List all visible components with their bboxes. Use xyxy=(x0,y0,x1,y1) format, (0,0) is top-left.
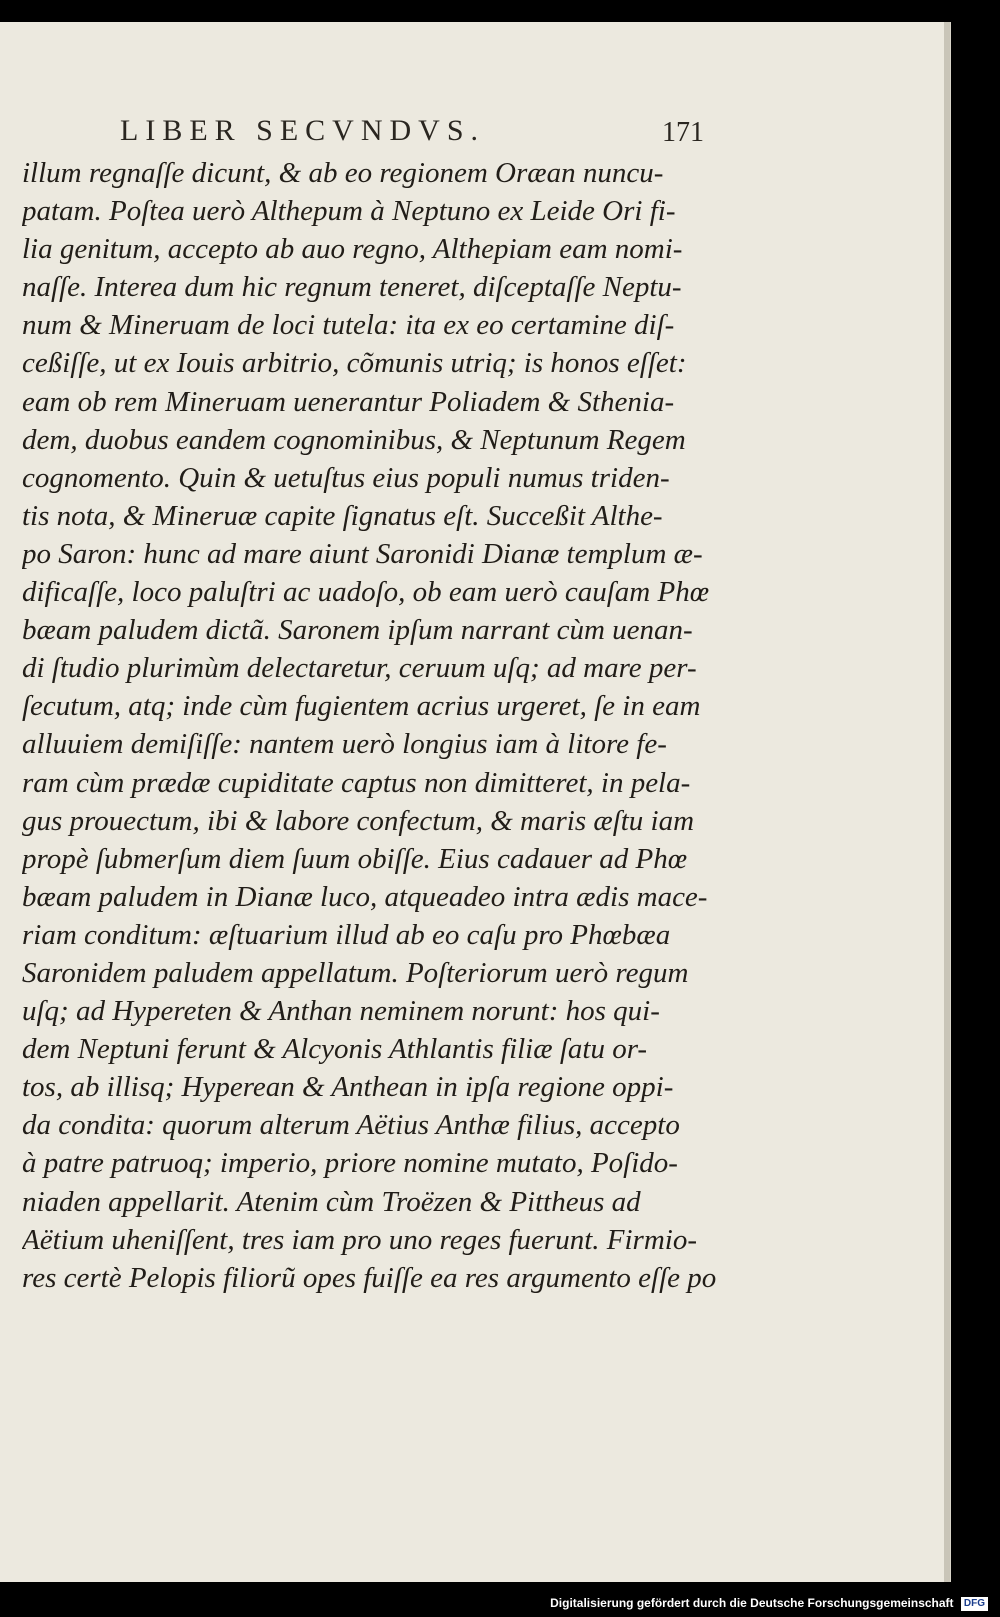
text-line: Saronidem paludem appellatum. Poſteriorum uerò regum xyxy=(22,956,689,989)
text-block xyxy=(22,154,722,1297)
text-line: ceßiſſe, ut ex Iouis arbitrio, cõmunis utriq; is honos eſſet: xyxy=(22,347,687,380)
text-line: illum regnaſſe dicunt, & ab eo regionem Oræan nuncu- xyxy=(22,157,664,189)
book-page xyxy=(0,22,951,1582)
text-line: dem Neptuni ferunt & Alcyonis Athlantis filiæ ſatu or- xyxy=(22,1033,648,1066)
text-line: à patre patruoq; imperio, priore nomine mutato, Poſido- xyxy=(22,1147,678,1180)
text-line: num & Mineruam de loci tutela: ita ex eo certamine diſ- xyxy=(22,309,675,342)
text-line: lia genitum, accepto ab auo regno, Althepiam eam nomi- xyxy=(22,233,683,266)
text-line: dem, duobus eandem cognominibus, & Neptunum Regem xyxy=(22,423,686,456)
text-line: po Saron: hunc ad mare aiunt Saronidi Dianæ templum æ- xyxy=(22,537,703,570)
text-line: di ſtudio plurimùm delectaretur, ceruum uſq; ad mare per- xyxy=(22,652,697,685)
digitization-credit xyxy=(550,1593,988,1613)
text-line: gus prouectum, ibi & labore confectum, & maris æſtu iam xyxy=(22,804,695,837)
page-edge-shadow xyxy=(944,22,950,1582)
text-line: alluuiem demiſiſſe: nantem uerò longius iam à litore fe- xyxy=(22,728,667,761)
text-line: uſq; ad Hypereten & Anthan neminem norunt: hos qui- xyxy=(22,995,660,1028)
text-line: dificaſſe, loco paluſtri ac uadoſo, ob eam uerò cauſam Phœ xyxy=(22,576,710,609)
text-line: riam conditum: æſtuarium illud ab eo caſu pro Phœbæa xyxy=(22,918,671,951)
text-line: niaden appellarit. Atenim cùm Troëzen & Pittheus ad xyxy=(22,1185,641,1218)
text-line: eam ob rem Mineruam uenerantur Poliadem & Stheniа- xyxy=(22,385,675,418)
text-line: da condita: quorum alterum Aëtius Anthæ filius, accepto xyxy=(22,1109,680,1142)
text-line: bæam paludem in Dianæ luco, atqueadeo intra ædis mace- xyxy=(22,880,708,913)
text-line: naſſe. Interea dum hic regnum teneret, diſceptaſſe Neptu- xyxy=(22,271,682,304)
dfg-logo: DFG xyxy=(961,1597,988,1611)
text-line: res certè Pelopis filiorũ opes fuiſſe ea res argumento eſſe po xyxy=(22,1261,717,1294)
text-line: ſecutum, atq; inde cùm fugientem acrius urgeret, ſe in eam xyxy=(22,690,701,723)
text-line: propè ſubmerſum diem ſuum obiſſe. Eius cadauer ad Phœ xyxy=(22,842,688,875)
text-line: bæam paludem dictã. Saronem ipſum narrant cùm uenan- xyxy=(22,614,693,647)
running-head: LIBER SECVNDVS. xyxy=(120,114,486,147)
page-number: 171 xyxy=(662,117,704,148)
text-line: tis nota, & Mineruæ capite ſignatus eſt. Succeßit Althe- xyxy=(22,499,663,532)
text-line: cognomento. Quin & uetuſtus eius populi numus triden- xyxy=(22,461,670,494)
text-line: tos, ab illisq; Hyperean & Anthean in ipſa regione oppi- xyxy=(22,1071,674,1104)
text-line: Aëtium uheniſſent, tres iam pro uno reges fuerunt. Firmio- xyxy=(22,1223,697,1256)
text-line: ram cùm prædæ cupiditate captus non dimitteret, in pela- xyxy=(22,766,691,799)
text-line: patam. Poſtea uerò Althepum à Neptuno ex Leide Ori fi- xyxy=(22,195,676,228)
credit-text: Digitalisierung gefördert durch die Deutsche Forschungsgemeinschaft xyxy=(550,1596,954,1610)
